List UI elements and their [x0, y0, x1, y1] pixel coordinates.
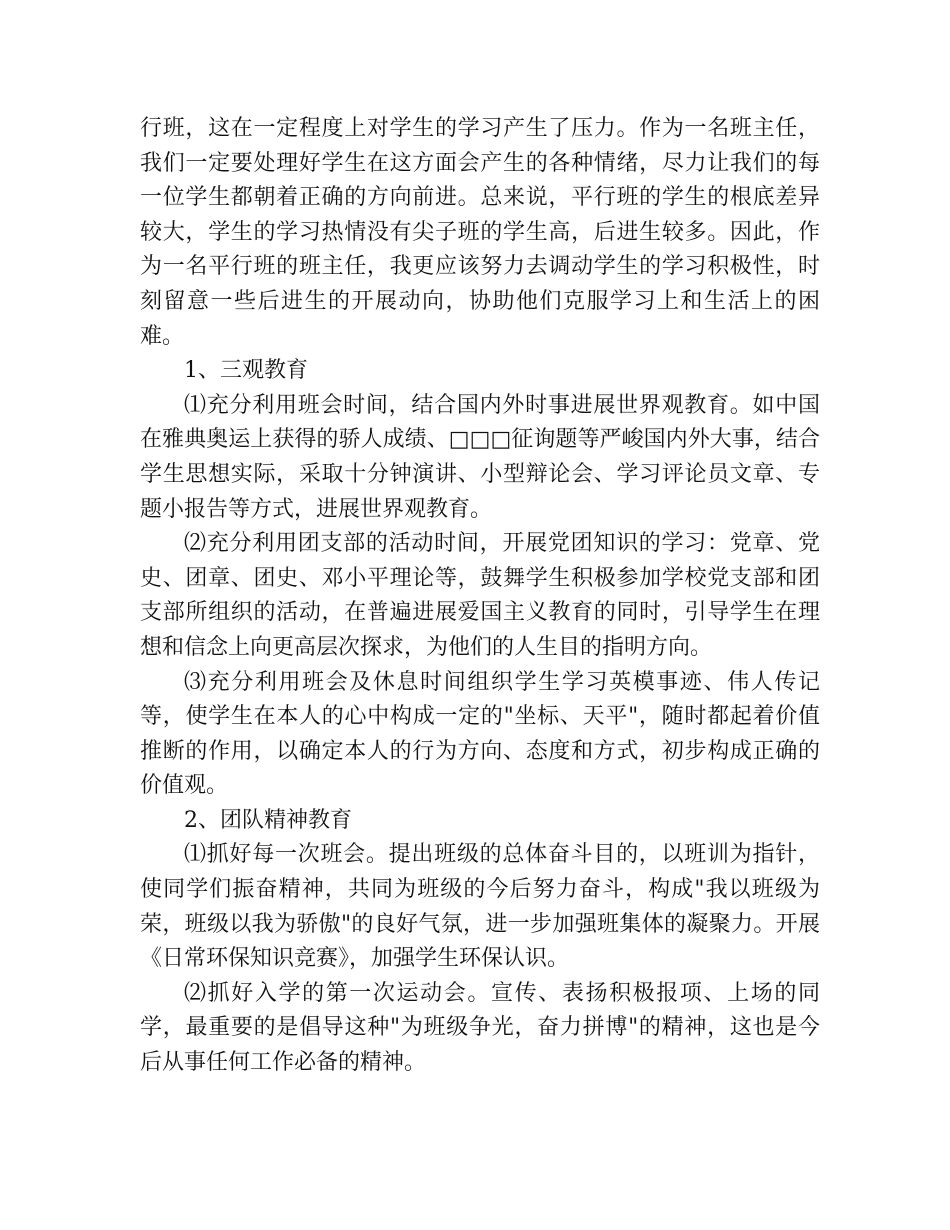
- section-heading-team-spirit: 2、团队精神教育: [184, 807, 352, 833]
- paragraph-continuation: 行班，这在一定程度上对学生的学习产生了压力。作为一名班主任，我们一定要处理好学生在这方面会产生的各种情绪，尽力让我们的每一位学生都朝着正确的方向前进。总来说，平行班的学生的根底差异较大，学生的学习热情没有尖子班的学生高，后进生较多。因此，作为一名平行班的班主任，我更应该努力去调动学生的学习积极性，时刻留意一些后进生的开展动向，协助他们克服学习上和生活上的困难。: [140, 116, 820, 349]
- section-heading-three-views: 1、三观教育: [184, 358, 308, 384]
- paragraph-item-1: ⑴充分利用班会时间，结合国内外时事进展世界观教育。如中国在雅典奥运上获得的骄人成绩、□□□征询题等严峻国内外大事，结合学生思想实际，采取十分钟演讲、小型辩论会、学习评论员文章、专题小报告等方式，进展世界观教育。: [140, 392, 820, 522]
- paragraph-item-2: ⑵充分利用团支部的活动时间，开展党团知识的学习：党章、党史、团章、团史、邓小平理论等，鼓舞学生积极参加学校党支部和团支部所组织的活动，在普遍进展爱国主义教育的同时，引导学生在理想和信念上向更高层次探求，为他们的人生目的指明方向。: [140, 531, 820, 660]
- paragraph-team-item-2: ⑵抓好入学的第一次运动会。宣传、表扬积极报项、上场的同学，最重要的是倡导这种"为班级争光，奋力拼博"的精神，这也是今后从事任何工作必备的精神。: [140, 980, 820, 1076]
- paragraph-item-3: ⑶充分利用班会及休息时间组织学生学习英模事迹、伟人传记等，使学生在本人的心中构成一定的"坐标、天平"，随时都起着价值推断的作用，以确定本人的行为方向、态度和方式，初步构成正确的价值观。: [140, 669, 820, 799]
- document-body: [140, 112, 820, 1081]
- paragraph-team-item-1: ⑴抓好每一次班会。提出班级的总体奋斗目的，以班训为指针，使同学们振奋精神，共同为班级的今后努力奋斗，构成"我以班级为荣，班级以我为骄傲"的良好气氛，进一步加强班集体的凝聚力。开展《日常环保知识竞赛》，加强学生环保认识。: [140, 842, 820, 972]
